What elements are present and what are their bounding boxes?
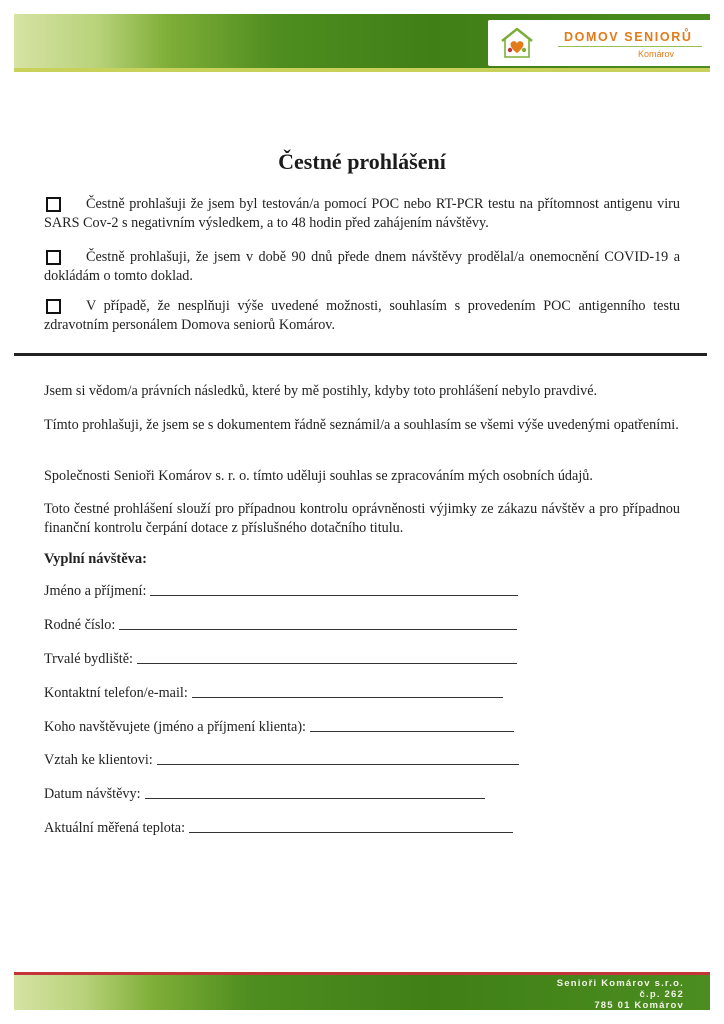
checkbox-item <box>44 195 680 233</box>
birth-number-input-line[interactable] <box>119 628 517 630</box>
field-relationship <box>44 752 519 774</box>
footer-city: 785 01 Komárov <box>594 1000 684 1011</box>
field-label: Vztah ke klientovi: <box>44 752 153 768</box>
checkbox-text: Čestně prohlašuji, že jsem v době 90 dnů přede dnem návštěvy prodělal/a onemocnění COVID-19 a dokládám o tomto doklad. <box>44 249 680 284</box>
footer-address <box>557 978 684 1011</box>
field-temperature <box>44 820 513 842</box>
logo <box>488 20 714 66</box>
field-label: Aktuální měřená teplota: <box>44 820 186 836</box>
document-title: Čestné prohlášení <box>278 149 446 174</box>
field-name <box>44 583 518 605</box>
field-label: Trvalé bydliště: <box>44 651 133 667</box>
house-heart-icon <box>500 26 534 60</box>
field-visited-client <box>44 719 514 741</box>
field-label: Kontaktní telefon/e-mail: <box>44 685 188 701</box>
paragraph: Společnosti Senioři Komárov s. r. o. tímto uděluji souhlas se zpracováním mých osobních údajů. <box>44 468 593 484</box>
field-address <box>44 651 517 673</box>
logo-subtitle: Komárov <box>638 49 675 59</box>
field-label: Datum návštěvy: <box>44 786 141 802</box>
footer-accent-line <box>14 972 710 975</box>
field-contact <box>44 685 503 707</box>
checkbox-text: Čestně prohlašuji že jsem byl testován/a pomocí POC nebo RT-PCR testu na přítomnost antigenu viru SARS Cov-2 s negativním výsledkem, a to 48 hodin před zahájením návštěvy. <box>44 196 680 231</box>
visited-client-input-line[interactable] <box>310 730 514 732</box>
checkbox-item <box>44 297 680 335</box>
paragraph: Toto čestné prohlášení slouží pro případnou kontrolu oprávněnosti výjimky ze zákazu návštěv a pro případnou finanční kontrolu čerpání dotace z příslušného dotačního titulu. <box>44 501 680 536</box>
field-label: Jméno a příjmení: <box>44 583 147 599</box>
logo-title: DOMOV SENIORŮ <box>564 30 693 44</box>
visit-date-input-line[interactable] <box>145 797 485 799</box>
field-visit-date <box>44 786 485 808</box>
checkbox[interactable] <box>46 299 61 314</box>
footer-street: č.p. 262 <box>639 989 684 1000</box>
header-band <box>14 14 710 72</box>
contact-input-line[interactable] <box>192 696 503 698</box>
temperature-input-line[interactable] <box>189 831 513 833</box>
logo-divider <box>558 46 702 47</box>
field-birth-number <box>44 617 517 639</box>
field-label: Rodné číslo: <box>44 617 116 633</box>
address-input-line[interactable] <box>137 662 517 664</box>
field-label: Koho navštěvujete (jméno a příjmení klienta): <box>44 719 306 735</box>
form-heading: Vyplní návštěva: <box>44 551 148 567</box>
paragraph: Tímto prohlašuji, že jsem se s dokumentem řádně seznámil/a a souhlasím se všemi výše uvedenými opatřeními. <box>44 417 679 433</box>
checkbox[interactable] <box>46 250 61 265</box>
name-input-line[interactable] <box>150 594 518 596</box>
paragraph: Jsem si vědom/a právních následků, které by mě postihly, kdyby toto prohlášení nebylo pravdivé. <box>44 383 598 399</box>
section-divider <box>14 353 707 356</box>
header-strip <box>14 68 710 72</box>
checkbox-item <box>44 248 680 286</box>
relationship-input-line[interactable] <box>157 763 519 765</box>
checkbox[interactable] <box>46 197 61 212</box>
footer-company: Senioři Komárov s.r.o. <box>556 978 684 989</box>
footer-band <box>14 972 710 1010</box>
checkbox-text: V případě, že nesplňuji výše uvedené možnosti, souhlasím s provedením POC antigenního testu zdravotním personálem Domova seniorů Komárov. <box>44 298 680 333</box>
